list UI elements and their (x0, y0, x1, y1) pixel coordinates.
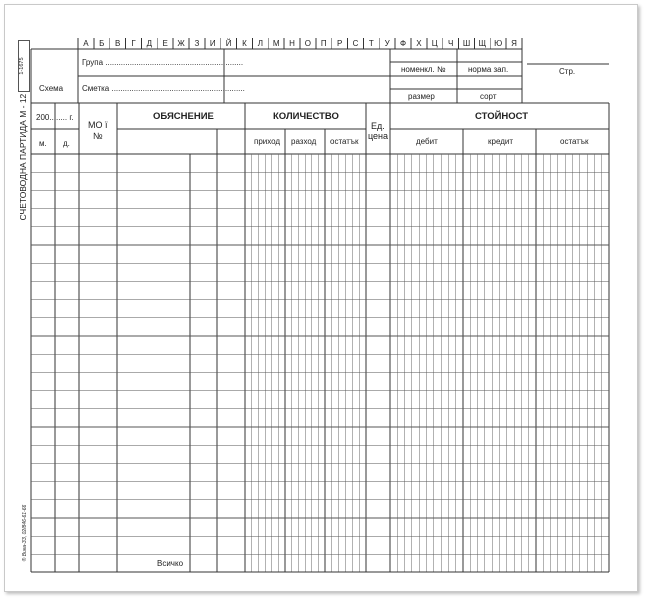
alphabet-letter: З (194, 39, 200, 48)
explanation-header: ОБЯСНЕНИЕ (153, 111, 214, 122)
alphabet-letter: Ж (177, 39, 185, 48)
debit-label: дебит (416, 137, 438, 146)
alphabet-letter: Ю (494, 39, 503, 48)
alphabet-letter: Ф (400, 39, 407, 48)
alphabet-letter: А (83, 39, 89, 48)
side-code: 1-1675 (18, 40, 30, 92)
alphabet-letter: Ш (462, 39, 471, 48)
alphabet-letter: П (320, 39, 327, 48)
income-label: приход (254, 137, 281, 146)
alphabet-letter: К (242, 39, 247, 48)
alphabet-letter: Х (416, 39, 422, 48)
account-field: Сметка ............................................................ (82, 84, 245, 93)
alphabet-letter: О (304, 39, 312, 48)
expense-label: разход (291, 137, 317, 146)
nomenclature-label: номенкл. № (401, 65, 446, 74)
quantity-header: КОЛИЧЕСТВО (273, 111, 339, 122)
alphabet-letter: Б (99, 39, 105, 48)
alphabet-letter: Е (162, 39, 168, 48)
alphabet-letter: И (209, 39, 216, 48)
alphabet-letter: С (352, 39, 359, 48)
alphabet-letter: М (272, 39, 280, 48)
credit-label: кредит (488, 137, 514, 146)
group-field: Група .............................................................. (82, 58, 244, 67)
alphabet-letter: Р (336, 39, 343, 48)
alphabet-letter: Й (225, 39, 232, 48)
grade-label: сорт (480, 92, 497, 101)
unit-price-label-2: цена (368, 131, 389, 141)
unit-price-label-1: Ед. (371, 121, 385, 131)
value-header: СТОЙНОСТ (475, 111, 529, 122)
alphabet-letter: Л (257, 39, 263, 48)
alphabet-letter: Ц (431, 39, 438, 48)
alphabet-letter: Щ (478, 39, 487, 48)
size-label: размер (408, 92, 435, 101)
day-label: д. (63, 139, 70, 148)
mo-label: МО ї (88, 120, 108, 130)
alphabet-letter: Я (511, 39, 517, 48)
alphabet-letter: В (114, 39, 121, 48)
schema-label: Схема (39, 84, 64, 93)
alphabet-letter: У (384, 39, 390, 48)
total-label: Всичко (157, 559, 184, 568)
balance-label: остатък (330, 137, 359, 146)
year-label: 200........ г. (36, 113, 74, 122)
alphabet-letter: Т (368, 39, 374, 48)
alphabet-letter: Ч (447, 39, 454, 48)
alphabet-letter: Д (146, 39, 153, 48)
alphabet-letter: Н (289, 39, 295, 48)
mo-no-label: № (93, 131, 103, 141)
alphabet-letter: Г (131, 39, 136, 48)
month-label: м. (39, 139, 47, 148)
side-title: СЧЕТОВОДНА ПАРТИДА М - 12 (18, 93, 28, 221)
page-label: Стр. (559, 67, 576, 76)
side-publisher: ® Вика-ЗЗ, 02/846-61-66 (22, 504, 28, 562)
stock-norm-label: норма зап. (468, 65, 509, 74)
value-balance-label: остатък (560, 137, 589, 146)
